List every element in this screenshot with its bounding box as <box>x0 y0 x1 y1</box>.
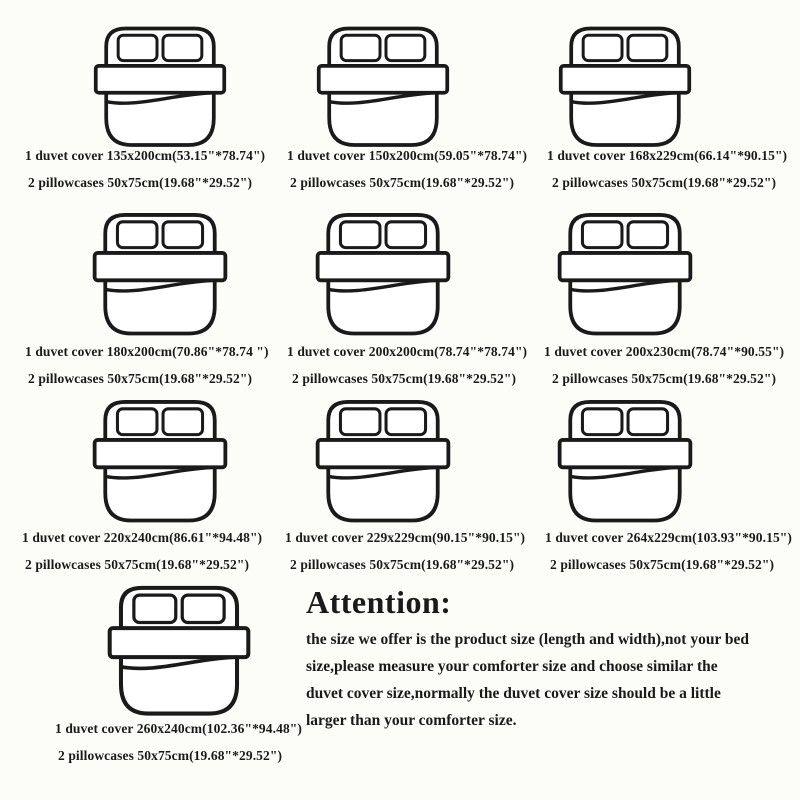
duvet-size-label: 1 duvet cover 200x200cm(78.74"*78.74") <box>287 344 528 359</box>
pillowcase-size-label: 2 pillowcases 50x75cm(19.68"*29.52") <box>552 371 777 386</box>
pillowcase-size-label: 2 pillowcases 50x75cm(19.68"*29.52") <box>290 175 515 190</box>
pillowcase-size-label: 2 pillowcases 50x75cm(19.68"*29.52") <box>28 175 253 190</box>
attention-title: Attention: <box>306 584 452 620</box>
pillowcase-size-label: 2 pillowcases 50x75cm(19.68"*29.52") <box>28 371 253 386</box>
pillowcase-size-label: 2 pillowcases 50x75cm(19.68"*29.52") <box>292 371 517 386</box>
duvet-size-label: 1 duvet cover 220x240cm(86.61"*94.48") <box>22 530 263 545</box>
bed-top-view-icon <box>73 583 285 720</box>
bed-top-view-icon <box>549 392 701 532</box>
duvet-size-label: 1 duvet cover 135x200cm(53.15"*78.74") <box>25 148 266 163</box>
duvet-size-label: 1 duvet cover 229x229cm(90.15"*90.15") <box>285 530 526 545</box>
duvet-size-label: 1 duvet cover 264x229cm(103.93"*90.15") <box>545 530 792 545</box>
pillowcase-size-label: 2 pillowcases 50x75cm(19.68"*29.52") <box>58 748 283 763</box>
bed-top-view-icon <box>550 24 700 151</box>
duvet-size-label: 1 duvet cover 150x200cm(59.05"*78.74") <box>287 148 528 163</box>
pillowcase-size-label: 2 pillowcases 50x75cm(19.68"*29.52") <box>550 557 775 572</box>
attention-text-line: size,please measure your comforter size and choose similar the <box>306 658 718 675</box>
attention-text-line: the size we offer is the product size (length and width),not your bed <box>306 631 750 648</box>
pillowcase-size-label: 2 pillowcases 50x75cm(19.68"*29.52") <box>25 557 250 572</box>
bed-top-view-icon <box>85 24 235 151</box>
bed-top-view-icon <box>307 205 459 345</box>
attention-note <box>306 584 800 734</box>
bed-top-view-icon <box>549 205 701 345</box>
attention-text-line: larger than your comforter size. <box>306 712 517 729</box>
duvet-size-label: 1 duvet cover 168x229cm(66.14"*90.15") <box>547 148 788 163</box>
bed-top-view-icon <box>308 24 458 151</box>
bed-top-view-icon <box>84 205 236 345</box>
pillowcase-size-label: 2 pillowcases 50x75cm(19.68"*29.52") <box>290 557 515 572</box>
bed-top-view-icon <box>84 392 236 532</box>
attention-text-line: duvet cover size,normally the duvet cover size should be a little <box>306 685 721 702</box>
duvet-size-label: 1 duvet cover 200x230cm(78.74"*90.55") <box>544 344 785 359</box>
duvet-size-label: 1 duvet cover 180x200cm(70.86"*78.74 ") <box>25 344 269 359</box>
duvet-size-label: 1 duvet cover 260x240cm(102.36"*94.48") <box>55 721 302 736</box>
bed-top-view-icon <box>307 392 459 532</box>
pillowcase-size-label: 2 pillowcases 50x75cm(19.68"*29.52") <box>552 175 777 190</box>
